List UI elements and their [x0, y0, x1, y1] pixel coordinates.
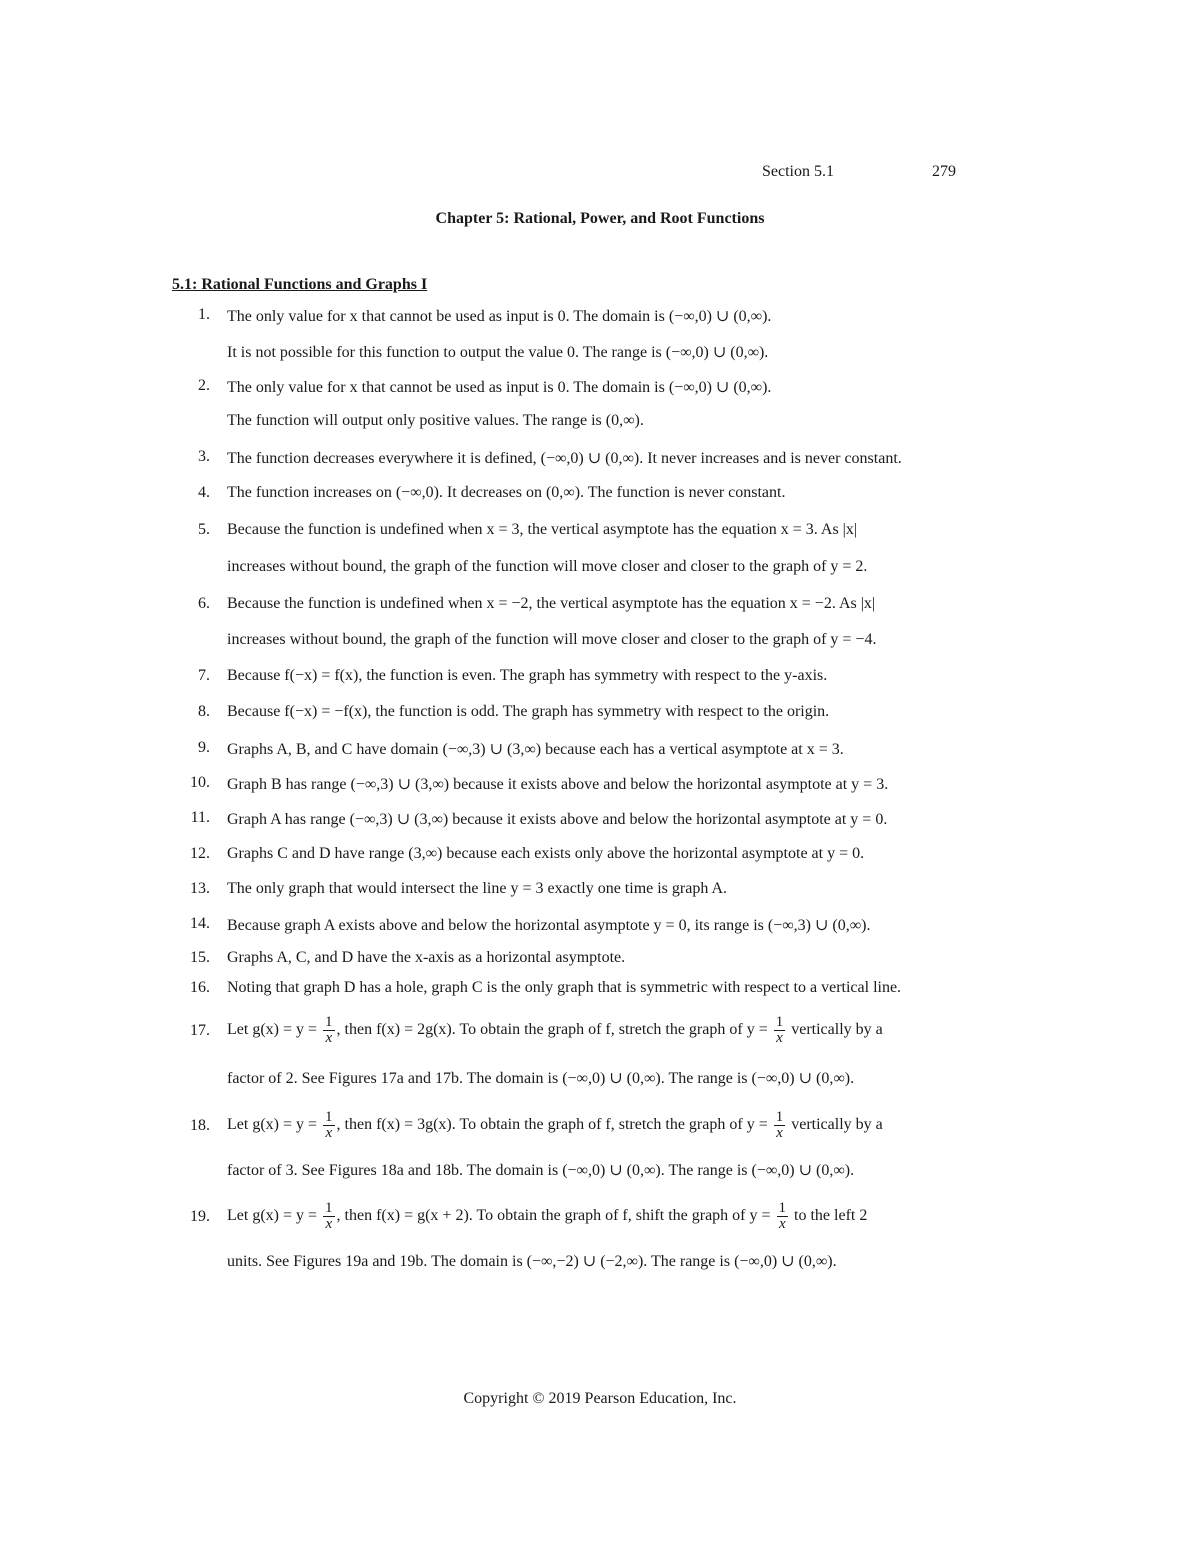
fraction-numerator: 1 — [325, 1199, 333, 1216]
item-line: It is not possible for this function to output the value 0. The range is (−∞,0) ∪ (0,∞). — [227, 344, 769, 361]
item-line: Graphs C and D have range (3,∞) because each exists only above the horizontal asymptote at y = 0. — [227, 845, 865, 862]
item-number: 2. — [198, 377, 210, 394]
item-line: The function will output only positive values. The range is (0,∞). — [227, 412, 644, 429]
fraction-numerator: 1 — [778, 1199, 787, 1216]
item-line: The only value for x that cannot be used as input is 0. The domain is (−∞,0) ∪ (0,∞). — [227, 308, 772, 325]
item-line — [227, 1010, 883, 1050]
item-line: Noting that graph D has a hole, graph C is the only graph that is symmetric with respect to a vertical line. — [227, 979, 902, 996]
item-line: Because the function is undefined when x = 3, the vertical asymptote has the equation x = 3. As |x| — [227, 521, 858, 538]
item-number: 15. — [190, 949, 210, 966]
item-line: The function decreases everywhere it is defined, (−∞,0) ∪ (0,∞). It never increases and is never constant. — [227, 450, 902, 467]
item-number: 8. — [198, 703, 210, 720]
item-number: 3. — [198, 448, 210, 465]
item-number: 4. — [198, 484, 210, 501]
item-line: The function increases on (−∞,0). It decreases on (0,∞). The function is never constant. — [227, 484, 786, 501]
item-line: increases without bound, the graph of the function will move closer and closer to the graph of y = −4. — [227, 631, 877, 648]
item-text: vertically by a — [791, 1021, 883, 1038]
item-number: 11. — [190, 809, 210, 826]
item-number: 14. — [190, 915, 210, 932]
fraction-numerator: 1 — [775, 1013, 784, 1030]
item-line: factor of 2. See Figures 17a and 17b. The domain is (−∞,0) ∪ (0,∞). The range is (−∞,0) ∪ (0,∞). — [227, 1070, 855, 1087]
fraction-numerator: 1 — [325, 1108, 333, 1125]
item-number: 17. — [190, 1022, 210, 1039]
item-line: Graphs A, C, and D have the x-axis as a horizontal asymptote. — [227, 949, 626, 966]
item-line: factor of 3. See Figures 18a and 18b. The domain is (−∞,0) ∪ (0,∞). The range is (−∞,0) ∪ (0,∞). — [227, 1162, 855, 1179]
section-heading: 5.1: Rational Functions and Graphs I — [172, 276, 428, 293]
fraction — [774, 1015, 786, 1046]
item-line: Graph A has range (−∞,3) ∪ (3,∞) because it exists above and below the horizontal asymptote at y = 0. — [227, 811, 888, 828]
fraction-denominator: x — [776, 1029, 783, 1046]
item-number: 19. — [190, 1208, 210, 1225]
item-line — [227, 1105, 883, 1145]
item-text: vertically by a — [791, 1116, 883, 1133]
item-number: 16. — [190, 979, 210, 996]
copyright-footer: Copyright © 2019 Pearson Education, Inc. — [463, 1390, 737, 1407]
item-number: 10. — [190, 774, 210, 791]
item-number: 18. — [190, 1117, 210, 1134]
item-text: , then f(x) = 3g(x). To obtain the graph of f, stretch the graph of y = — [336, 1116, 768, 1133]
item-line: Graphs A, B, and C have domain (−∞,3) ∪ (3,∞) because each has a vertical asymptote at x = 3. — [227, 741, 844, 758]
item-number: 1. — [198, 306, 210, 323]
fraction-denominator: x — [776, 1124, 783, 1141]
page-number: 279 — [932, 163, 956, 180]
item-number: 7. — [198, 667, 210, 684]
fraction-numerator: 1 — [775, 1108, 784, 1125]
item-number: 12. — [190, 845, 210, 862]
fraction — [323, 1015, 335, 1046]
item-line: The only value for x that cannot be used as input is 0. The domain is (−∞,0) ∪ (0,∞). — [227, 379, 772, 396]
fraction-denominator: x — [778, 1215, 786, 1232]
item-line: units. See Figures 19a and 19b. The domain is (−∞,−2) ∪ (−2,∞). The range is (−∞,0) ∪ (0,∞). — [227, 1253, 837, 1270]
fraction-numerator: 1 — [325, 1013, 333, 1030]
item-line — [227, 1196, 867, 1236]
item-text: Let g(x) = y = — [227, 1116, 318, 1133]
item-text: Let g(x) = y = — [227, 1207, 318, 1224]
item-text: to the left 2 — [794, 1207, 868, 1224]
item-number: 6. — [198, 595, 210, 612]
item-line: increases without bound, the graph of the function will move closer and closer to the graph of y = 2. — [227, 558, 868, 575]
fraction — [323, 1110, 335, 1141]
item-line: Graph B has range (−∞,3) ∪ (3,∞) because it exists above and below the horizontal asymptote at y = 3. — [227, 776, 889, 793]
fraction — [323, 1201, 335, 1232]
fraction-denominator: x — [325, 1215, 333, 1232]
item-line: Because the function is undefined when x = −2, the vertical asymptote has the equation x = −2. As |x| — [227, 595, 876, 612]
item-text: , then f(x) = g(x + 2). To obtain the graph of f, shift the graph of y = — [336, 1207, 771, 1224]
fraction — [777, 1201, 789, 1232]
fraction-denominator: x — [325, 1029, 333, 1046]
item-text: , then f(x) = 2g(x). To obtain the graph of f, stretch the graph of y = — [336, 1021, 768, 1038]
item-line: The only graph that would intersect the line y = 3 exactly one time is graph A. — [227, 880, 728, 897]
item-number: 13. — [190, 880, 210, 897]
running-header-section: Section 5.1 — [762, 163, 834, 180]
fraction — [774, 1110, 786, 1141]
item-line: Because f(−x) = f(x), the function is even. The graph has symmetry with respect to the y-axis. — [227, 667, 828, 684]
chapter-title: Chapter 5: Rational, Power, and Root Functions — [435, 210, 765, 227]
item-line: Because graph A exists above and below the horizontal asymptote y = 0, its range is (−∞,3) ∪ (0,∞). — [227, 917, 871, 934]
fraction-denominator: x — [325, 1124, 333, 1141]
item-text: Let g(x) = y = — [227, 1021, 318, 1038]
item-line: Because f(−x) = −f(x), the function is odd. The graph has symmetry with respect to the origin. — [227, 703, 830, 720]
item-number: 9. — [198, 739, 210, 756]
item-number: 5. — [198, 521, 210, 538]
